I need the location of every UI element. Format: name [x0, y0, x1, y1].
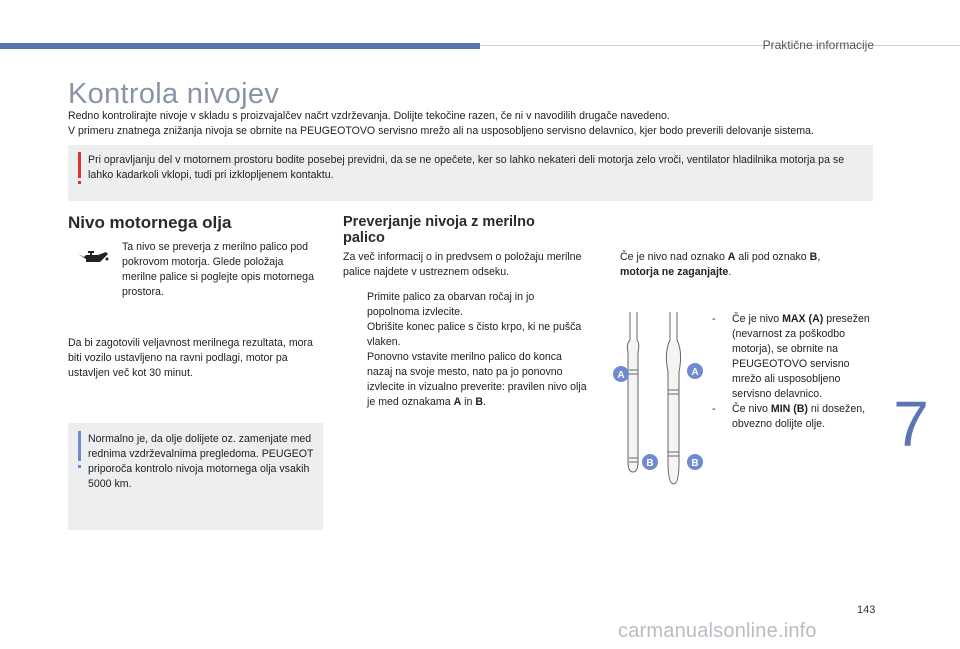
- max-prefix: Če je nivo: [732, 313, 783, 325]
- mark-a: A: [453, 396, 462, 408]
- list-item: [343, 290, 588, 320]
- dash-bullet: -: [712, 313, 716, 325]
- badge-b-left: [642, 454, 658, 470]
- max-text: presežen (nevarnost za poškodbo motorja), se obrnite na PEUGEOTOVO servisno mrežo ali usposobljeno servisno delavnico.: [732, 313, 870, 400]
- oil-can-icon: [76, 248, 110, 270]
- list-item: [343, 320, 588, 350]
- mark-a: A: [727, 251, 736, 263]
- intro-line-2: V primeru znatnega znižanja nivoja se obrnite na PEUGEOTOVO servisno mrežo ali na usposobljeno servisno delavnico, kjer bodo preverili delovanje sistema.: [68, 125, 814, 137]
- info-icon-dot: [78, 465, 81, 468]
- list-item: [712, 312, 872, 402]
- intro-bold: motorja ne zaganjajte: [620, 266, 729, 278]
- intro-part: Če je nivo nad oznako: [620, 251, 728, 263]
- dipstick-diagram: [612, 312, 712, 490]
- warning-icon: [78, 152, 81, 178]
- mark-b: B: [475, 396, 484, 408]
- info-text: Normalno je, da olje dolijete oz. zamenjate med rednima vzdrževalnima pregledoma. PEUGEOT priporoča kontrolo nivoja motornega olja vsakih 5000 km.: [88, 433, 314, 490]
- warning-box: [68, 145, 873, 201]
- page-title: Kontrola nivojev: [68, 78, 280, 110]
- max-label: MAX (A): [782, 313, 824, 325]
- intro-part: ,: [817, 251, 821, 263]
- badge-a-right-label: A: [691, 367, 699, 378]
- step-text-end: .: [483, 396, 486, 408]
- badge-b-right: [687, 454, 703, 470]
- step-text: Ponovno vstavite merilno palico do konca nazaj na svoje mesto, nato pa jo ponovno izvlecite in vizualno preverite: pravilen nivo olja je med oznakama: [367, 351, 587, 408]
- dipstick-steps: [343, 290, 588, 410]
- dipstick-right: [666, 312, 680, 484]
- intro-line-1: Redno kontrolirajte nivoje v skladu s proizvajalčev načrt vzdrževanja. Dolijte tekočine razen, če ni v navodilih drugače navedeno.: [68, 110, 670, 122]
- step-text-mid: in: [461, 396, 476, 408]
- header-accent-bar: [0, 43, 480, 49]
- dipstick-intro: Za več informacij o in predvsem o položaju merilne palice najdete v ustreznem odseku.: [343, 251, 582, 278]
- intro-part: ali pod oznako: [735, 251, 810, 263]
- min-label: MIN (B): [770, 403, 808, 415]
- header-rule: [480, 45, 960, 46]
- watermark: carmanualsonline.info: [618, 620, 817, 642]
- badge-b-right-label: B: [691, 458, 699, 469]
- oil-level-heading: Nivo motornega olja: [68, 213, 232, 232]
- chapter-number: 7: [893, 388, 929, 460]
- intro-text: [68, 109, 898, 139]
- dash-bullet: -: [712, 403, 716, 415]
- badge-b-left-label: B: [646, 458, 654, 469]
- oil-level-intro: Ta nivo se preverja z merilno palico pod pokrovom motorja. Glede položaja merilne palice si poglejte opis motornega prostora.: [122, 241, 314, 298]
- dipstick-left: [627, 312, 638, 472]
- info-box: [68, 423, 323, 530]
- mark-b: B: [809, 251, 818, 263]
- chapter-title: Praktične informacije: [762, 38, 874, 52]
- warning-text: Pri opravljanju del v motornem prostoru bodite posebej previdni, da se ne opečete, ker so lahko nekateri deli motorja zelo vroči, ventilator hladilnika motorja pa se lahko kadarkoli vklopi, tudi pri izklopljenem kontaktu.: [88, 154, 845, 181]
- intro-part: .: [728, 266, 732, 278]
- list-item: [712, 402, 872, 432]
- step-text: Primite palico za obarvan ročaj in jo popolnoma izvlecite.: [367, 291, 535, 318]
- oil-level-condition: Da bi zagotovili veljavnost merilnega rezultata, mora biti vozilo ustavljeno na ravni podlagi, motor pa ustavljen več kot 30 minut.: [68, 337, 313, 379]
- dipstick-heading: Preverjanje nivoja z merilno palico: [343, 214, 535, 246]
- badge-a-left-label: A: [617, 370, 625, 381]
- page-number: 143: [857, 604, 876, 616]
- step-text: Obrišite konec palice s čisto krpo, ki ne pušča vlaken.: [367, 321, 582, 348]
- level-instructions: [712, 312, 872, 432]
- badge-a-left: [613, 366, 629, 382]
- list-item: [343, 350, 588, 410]
- level-warning-intro: [620, 250, 870, 280]
- warning-icon-dot: [78, 181, 81, 184]
- info-icon: [78, 431, 81, 461]
- min-prefix: Če nivo: [732, 403, 771, 415]
- badge-a-right: [687, 363, 703, 379]
- min-text: ni dosežen, obvezno dolijte olje.: [732, 403, 866, 430]
